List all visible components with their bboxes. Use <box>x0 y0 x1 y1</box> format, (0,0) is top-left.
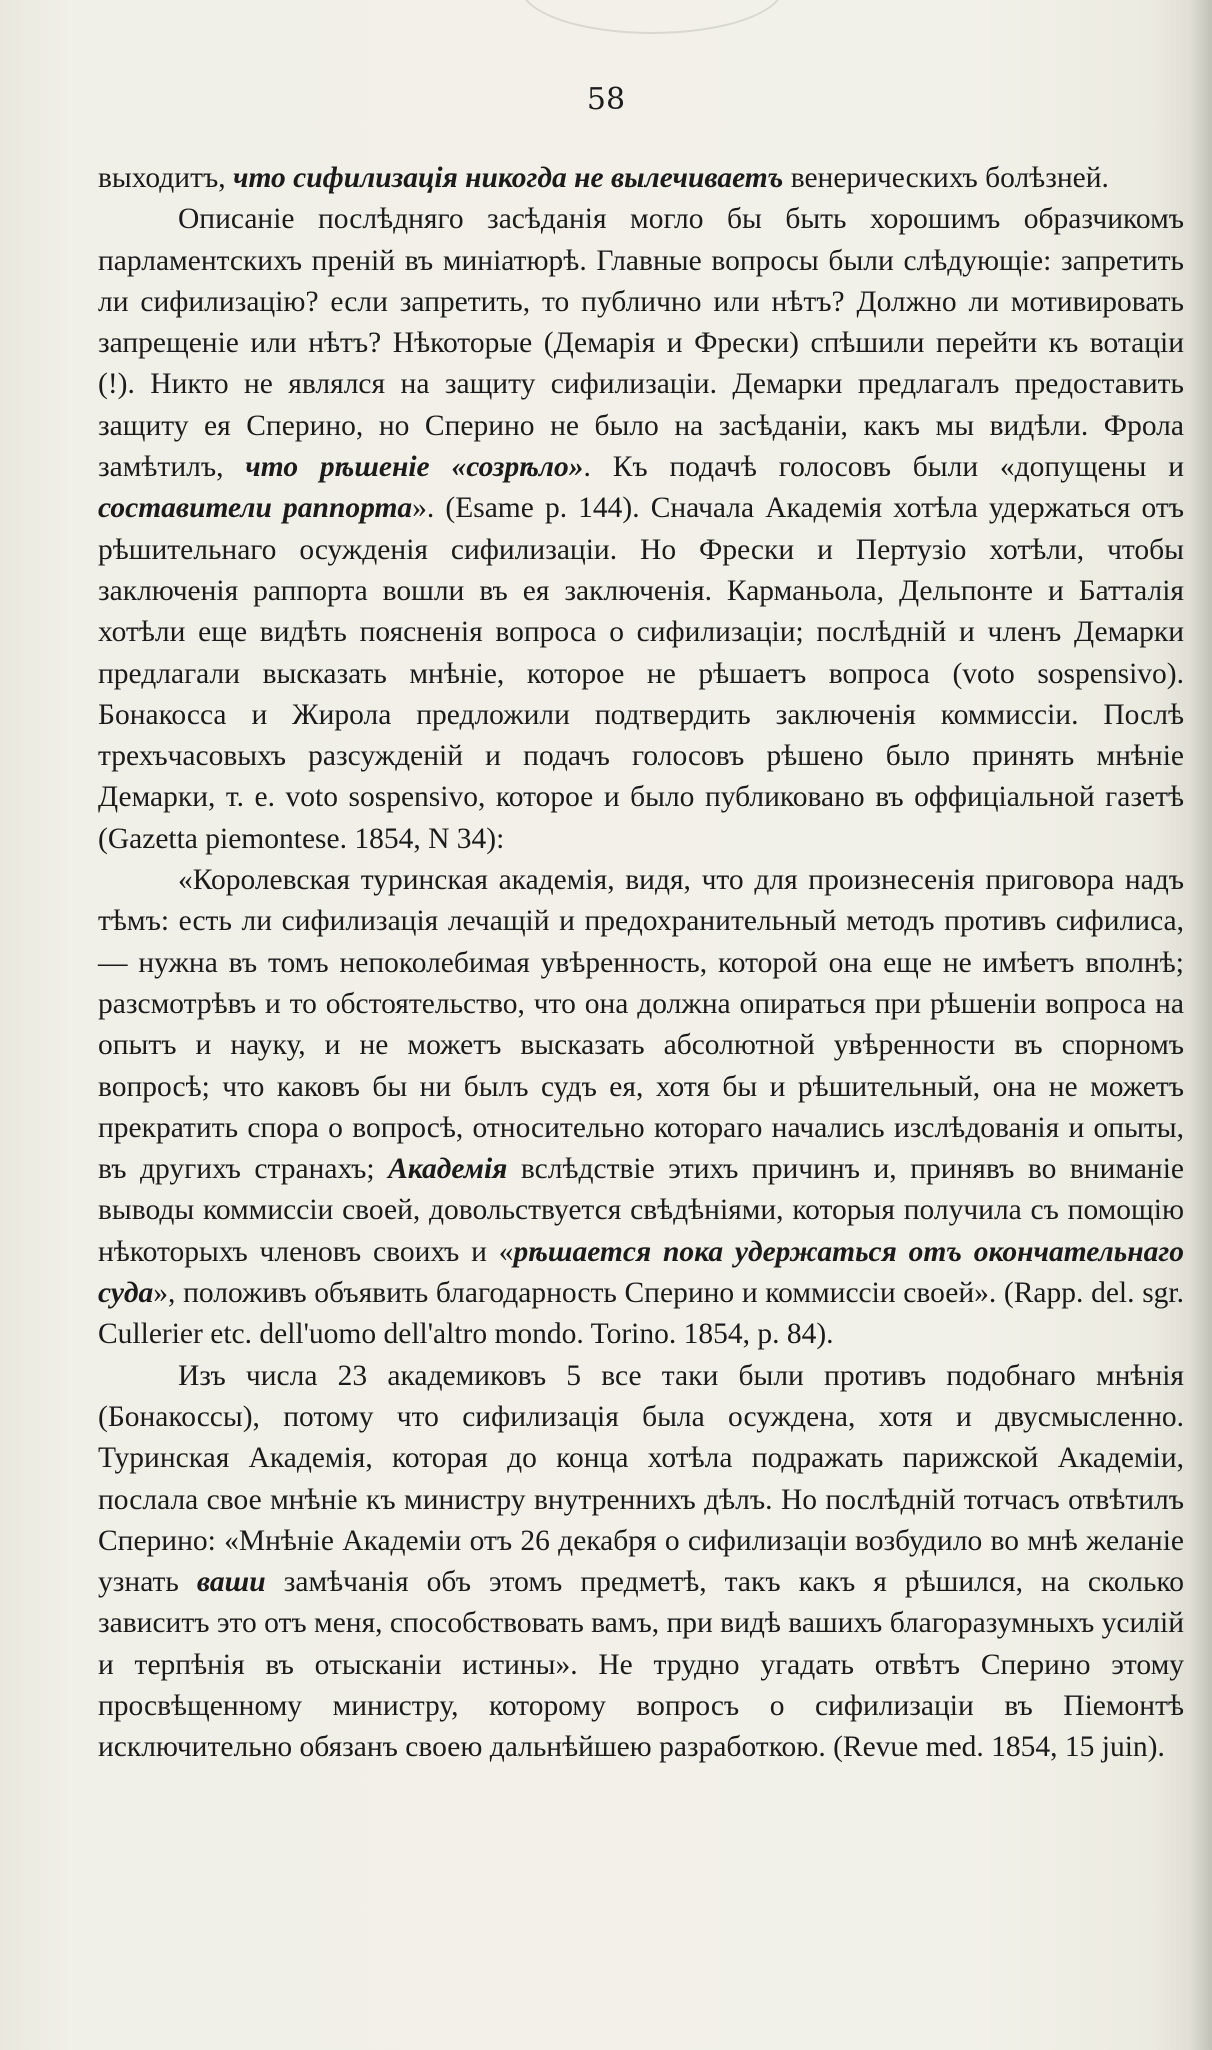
text-run: Описаніе послѣдняго засѣданія могло бы быть хорошимъ образчикомъ парламентскихъ преній въ миніатюрѣ. Главные вопросы были слѣдующіе: запретить ли сифилизацію? если запретить, то публично или нѣтъ? Должно ли мотивировать запрещеніе или нѣтъ? Нѣкоторые (Демарія и Фрески) спѣшили перейти къ вотаціи (!). Никто не являлся на защиту сифилизаціи. Демарки предлагалъ предоставить защиту ея Сперино, но Сперино не было на засѣданіи, какъ мы видѣли. Фрола замѣтилъ, <box>98 203 1184 484</box>
stamp-mark <box>520 0 784 34</box>
text-run: венерическихъ болѣзней. <box>783 162 1109 194</box>
emphasized-text: Академія <box>388 1153 508 1186</box>
paragraph <box>98 199 1184 860</box>
paragraph <box>98 1356 1184 1769</box>
emphasized-text: ваши <box>196 1566 266 1599</box>
text-run: «Королевская туринская академія, видя, что для произнесенія приговора надъ тѣмъ: есть ли сифилизація лечащій и предохранительный методъ противъ сифилиса, — нужна въ томъ непоколебимая увѣренность, которой она еще не имѣетъ вполнѣ; разсмотрѣвъ и то обстоятельство, что она должна опираться при рѣшеніи вопроса на опытъ и науку, и не можетъ высказать абсолютной увѣренности въ спорномъ вопросѣ; что каковъ бы ни былъ судъ ея, хотя бы и рѣшительный, она не можетъ прекратить спора о вопросѣ, относительно котораго начались изслѣдованія и опыты, въ другихъ странахъ; <box>98 864 1184 1186</box>
text-run: ». (Esame p. 144). Сначала Академія хотѣла удержаться отъ рѣшительнаго осужденія сифилизаціи. Но Фрески и Пертузіо хотѣли, чтобы заключенія раппорта вошли въ ея заключенія. Карманьола, Дельпонте и Батталія хотѣли еще видѣть поясненія вопроса о сифилизаціи; послѣдній и членъ Демарки предлагали высказать мнѣніе, которое не рѣшаетъ вопроса (voto sospensivo). Бонакосса и Жирола предложили подтвердить заключенія коммиссіи. Послѣ трехъчасовыхъ разсужденій и подачъ голосовъ рѣшено было принять мнѣніе Демарки, т. е. voto sospensivo, которое и было публиковано въ оффиціальной газетѣ (Gazetta piemontese. 1854, N 34): <box>98 492 1184 855</box>
emphasized-text: рѣшается пока удержаться отъ окончательнаго суда <box>98 1235 1184 1310</box>
text-run: выходитъ, <box>98 162 233 194</box>
text-run: вслѣдствіе этихъ причинъ и, принявъ во вниманіе выводы коммиссіи своей, довольствуется свѣдѣніями, которыя получила съ помощію нѣкоторыхъ членовъ своихъ и « <box>98 1153 1185 1268</box>
page-number: 58 <box>586 82 626 117</box>
emphasized-text: составители раппорта <box>98 492 413 525</box>
emphasized-text: что рѣшеніе «созрѣло» <box>245 451 584 484</box>
text-run: », положивъ объявить благодарность Сперино и коммиссіи своей». (Rapp. del. sgr. Cullerier etc. dell'uomo dell'altro mondo. Torino. 1854, p. 84). <box>98 1277 1184 1351</box>
text-run: Изъ числа 23 академиковъ 5 все таки были противъ подобнаго мнѣнія (Бонакоссы), потому что сифилизація была осуждена, хотя и двусмысленно. Туринская Академія, которая до конца хотѣла подражать парижской Академіи, послала свое мнѣніе къ министру внутреннихъ дѣлъ. Но послѣдній тотчасъ отвѣтилъ Сперино: «Мнѣніе Академіи отъ 26 декабря о сифилизаціи возбудило во мнѣ желаніе узнать <box>98 1359 1184 1599</box>
text-run: . Къ подачѣ голосовъ были «допущены и <box>583 451 1184 484</box>
text-run: замѣчанія объ этомъ предметѣ, такъ какъ я рѣшился, на сколько зависитъ это отъ меня, способствовать вамъ, при видѣ вашихъ благоразумныхъ усилій и терпѣнія въ отысканіи истины». Не трудно угадать отвѣтъ Сперино этому просвѣщенному министру, которому вопросъ о сифилизаціи въ Піемонтѣ исключительно обязанъ своею дальнѣйшею разработкою. (Revue med. 1854, 15 juin). <box>98 1566 1184 1764</box>
emphasized-text: что сифилизація никогда не вылечиваетъ <box>232 162 784 194</box>
page-edge-shadow <box>1190 0 1212 2050</box>
body-text <box>98 158 1184 1769</box>
paragraph <box>98 158 1184 199</box>
paragraph <box>98 860 1184 1356</box>
